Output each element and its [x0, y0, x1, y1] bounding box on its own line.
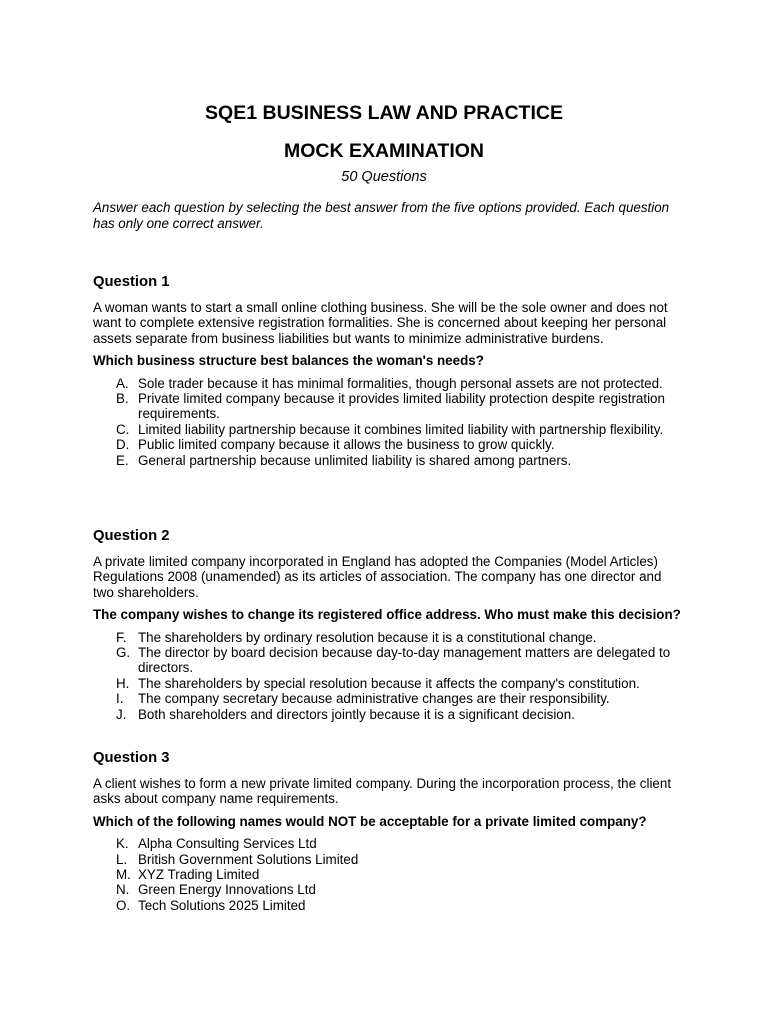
option-text: General partnership because unlimited liability is shared among partners.: [138, 452, 572, 468]
question-heading: Question 3: [93, 750, 170, 766]
option-text: The company secretary because administrative changes are their responsibility.: [138, 691, 610, 707]
option-text: Alpha Consulting Services Ltd: [138, 836, 317, 852]
option-text: Public limited company because it allows the business to grow quickly.: [138, 437, 555, 453]
answer-option: [93, 898, 683, 913]
option-letter: M.: [116, 867, 131, 883]
question-heading: Question 1: [93, 274, 170, 290]
question-block-3: [93, 749, 683, 913]
option-text: Both shareholders and directors jointly because it is a significant decision.: [138, 706, 575, 722]
answer-options: [93, 836, 683, 913]
option-letter: A.: [116, 375, 129, 391]
answer-option: [93, 630, 683, 645]
document-title: SQE1 BUSINESS LAW AND PRACTICE: [205, 102, 563, 124]
answer-option: [93, 882, 683, 897]
question-prompt: Which business structure best balances the woman's needs?: [93, 353, 484, 369]
option-letter: L.: [116, 851, 128, 867]
option-letter: C.: [116, 421, 130, 437]
answer-option: [93, 676, 683, 691]
option-text: XYZ Trading Limited: [138, 867, 260, 883]
option-text: Sole trader because it has minimal formalities, though personal assets are not protected.: [138, 375, 663, 391]
question-block-2: [93, 527, 683, 722]
option-text: British Government Solutions Limited: [138, 851, 359, 867]
exam-instructions: Answer each question by selecting the best answer from the five options provided. Each question has only one correct answer.: [93, 200, 670, 231]
question-scenario: A private limited company incorporated in England has adopted the Companies (Model Articles) Regulations 2008 (unamended) as its articles of association. The company has one director and two shareholders.: [93, 554, 662, 600]
option-text: Green Energy Innovations Ltd: [138, 882, 316, 898]
option-letter: H.: [116, 675, 130, 691]
option-text: Tech Solutions 2025 Limited: [138, 897, 306, 913]
option-letter: K.: [116, 836, 129, 852]
answer-option: [93, 645, 683, 676]
answer-option: [93, 867, 683, 882]
answer-option: [93, 422, 683, 437]
option-letter: N.: [116, 882, 130, 898]
answer-option: [93, 852, 683, 867]
answer-option: [93, 391, 683, 422]
option-letter: O.: [116, 897, 131, 913]
answer-options: [93, 630, 683, 722]
question-heading: Question 2: [93, 528, 170, 544]
option-letter: J.: [116, 706, 127, 722]
answer-option: [93, 691, 683, 706]
option-text: The director by board decision because day-to-day management matters are delegated to directors.: [138, 645, 671, 676]
question-prompt: Which of the following names would NOT be acceptable for a private limited company?: [93, 813, 647, 829]
option-letter: F.: [116, 629, 127, 645]
option-letter: G.: [116, 645, 131, 661]
option-letter: I.: [116, 691, 124, 707]
question-prompt: The company wishes to change its registered office address. Who must make this decision?: [93, 607, 681, 623]
document-subtitle-heading: MOCK EXAMINATION: [283, 140, 485, 162]
option-letter: E.: [116, 452, 129, 468]
question-block-1: [93, 273, 683, 468]
option-text: Private limited company because it provides limited liability protection despite registration requirements.: [138, 391, 665, 422]
option-letter: B.: [116, 391, 129, 407]
option-text: The shareholders by special resolution because it affects the company's constitution.: [138, 675, 640, 691]
option-text: Limited liability partnership because it combines limited liability with partnership flexibility.: [138, 421, 664, 437]
answer-option: [93, 376, 683, 391]
question-scenario: A woman wants to start a small online clothing business. She will be the sole owner and does not want to complete extensive registration formalities. She is concerned about keeping her personal assets separate from business liabilities but wants to minimize administrative burdens.: [93, 300, 668, 346]
answer-option: [93, 437, 683, 452]
option-letter: D.: [116, 437, 130, 453]
answer-options: [93, 376, 683, 468]
answer-option: [93, 453, 683, 468]
answer-option: [93, 836, 683, 851]
answer-option: [93, 707, 683, 722]
question-scenario: A client wishes to form a new private limited company. During the incorporation process, the client asks about company name requirements.: [93, 776, 672, 807]
question-count: 50 Questions: [341, 169, 427, 185]
option-text: The shareholders by ordinary resolution because it is a constitutional change.: [138, 629, 597, 645]
